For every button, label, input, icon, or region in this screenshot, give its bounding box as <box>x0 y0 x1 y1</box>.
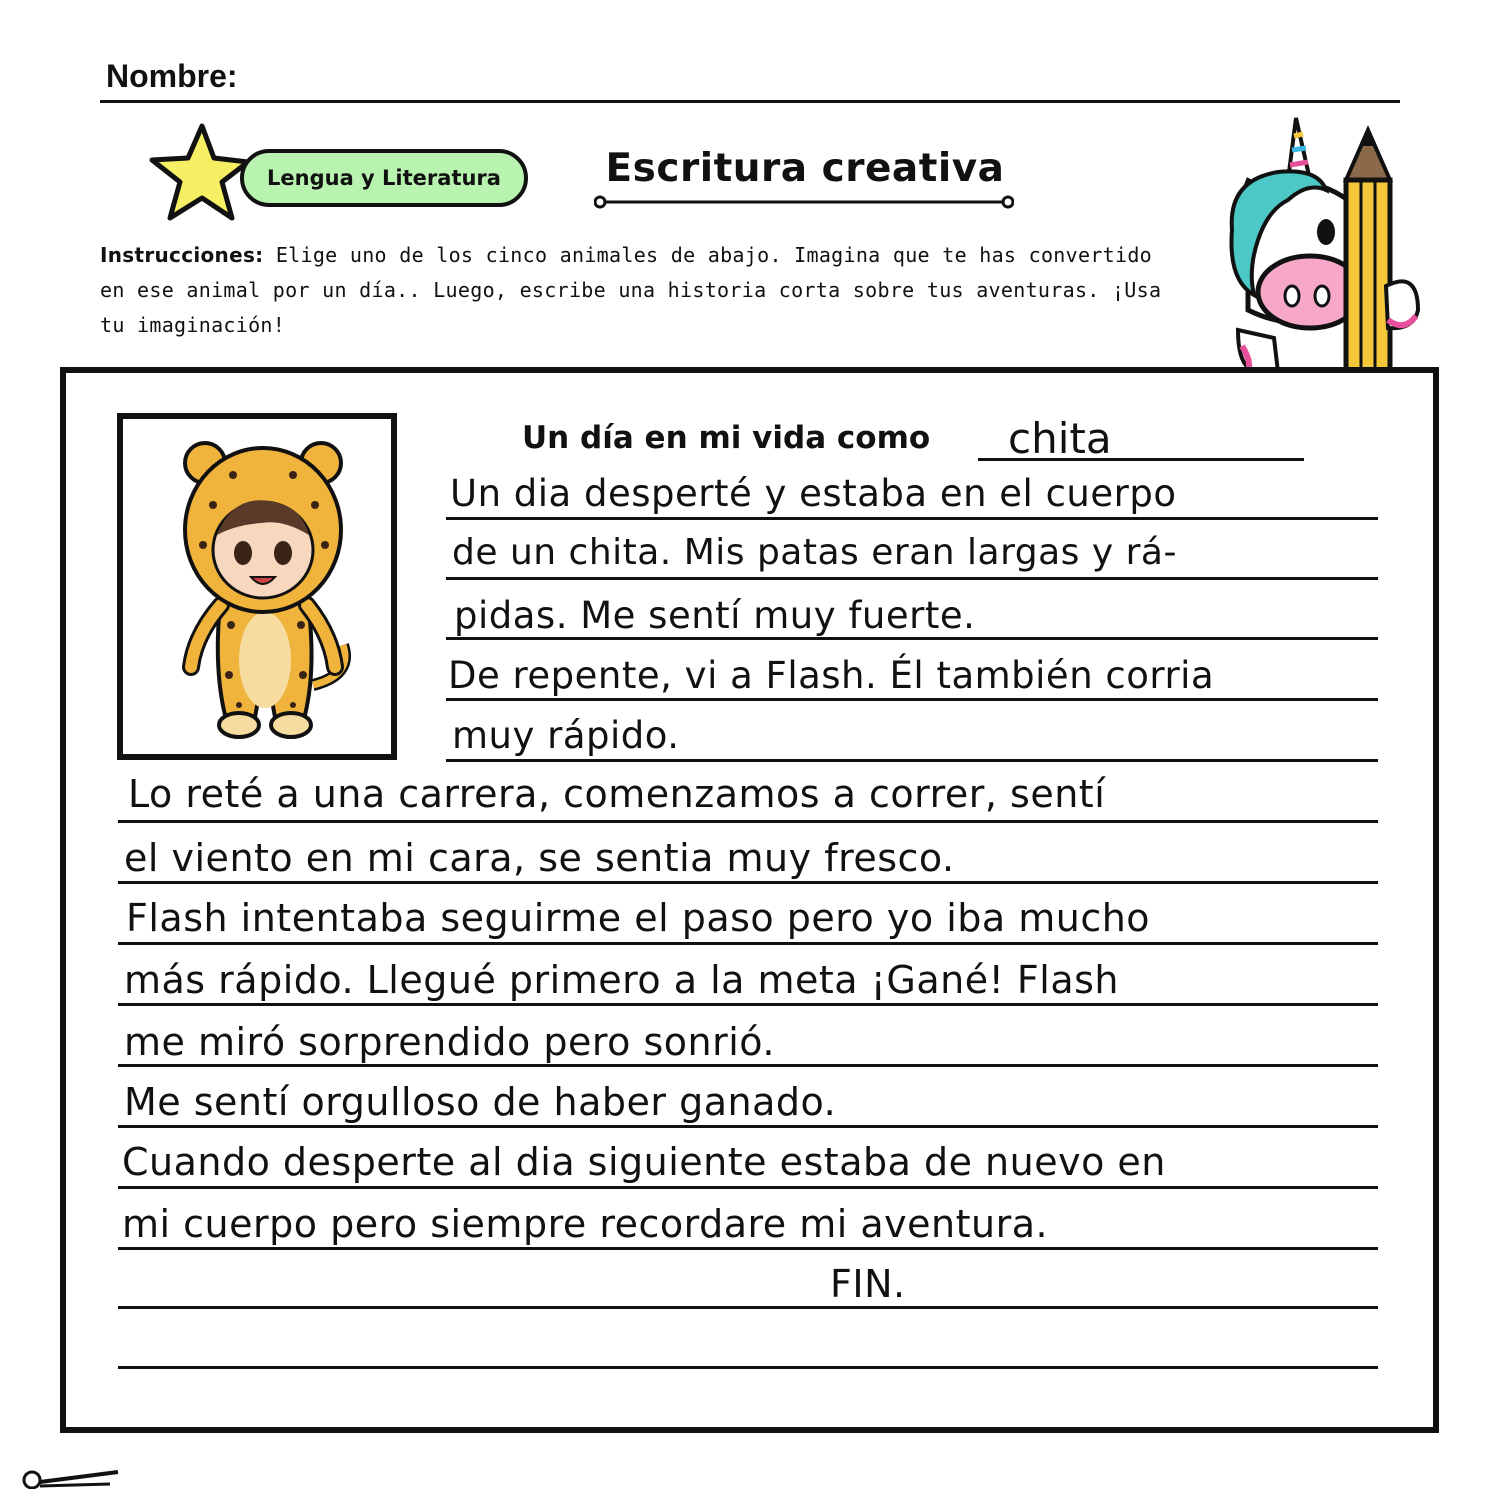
unicorn-pencil-icon <box>1218 110 1430 390</box>
subject-badge: Lengua y Literatura <box>240 149 528 207</box>
prompt-answer: chita <box>1008 414 1112 463</box>
instructions-label: Instrucciones: <box>100 243 264 267</box>
instructions <box>100 238 1180 343</box>
story-line: pidas. Me sentí muy fuerte. <box>454 594 976 637</box>
story-line: De repente, vi a Flash. Él también corria <box>448 654 1215 697</box>
story-line: de un chita. Mis patas eran largas y rá- <box>452 532 1177 573</box>
story-line: me miró sorprendido pero sonrió. <box>124 1020 775 1064</box>
story-end: FIN. <box>830 1262 906 1306</box>
story-line: Un dia desperté y estaba en el cuerpo <box>450 472 1177 515</box>
cheetah-child-illustration <box>173 435 353 755</box>
scissors-icon <box>20 1470 120 1489</box>
worksheet-title: Escritura creativa <box>605 146 1005 191</box>
ruled-line <box>446 637 1378 640</box>
title-underline <box>594 194 1014 210</box>
story-line: Lo reté a una carrera, comenzamos a correr, sentí <box>128 772 1106 816</box>
animal-picture <box>117 413 397 760</box>
ruled-line <box>118 820 1378 823</box>
story-line: Me sentí orgulloso de haber ganado. <box>124 1080 837 1124</box>
story-line: el viento en mi cara, se sentia muy fresco. <box>124 836 955 880</box>
ruled-line <box>118 1125 1378 1128</box>
ruled-line <box>446 517 1378 520</box>
story-line: más rápido. Llegué primero a la meta ¡Gané! Flash <box>124 958 1119 1002</box>
name-label: Nombre: <box>106 58 238 94</box>
ruled-line <box>118 1306 1378 1309</box>
ruled-line <box>118 942 1378 945</box>
ruled-line <box>118 1064 1378 1067</box>
story-line: Cuando desperte al dia siguiente estaba de nuevo en <box>122 1140 1166 1184</box>
ruled-line <box>446 698 1378 701</box>
ruled-line <box>118 1003 1378 1006</box>
name-line <box>100 100 1400 103</box>
instructions-text: Elige uno de los cinco animales de abajo. Imagina que te has convertido en ese animal por un día.. Luego, escribe una historia corta sobre tus aventuras. ¡Usa tu imaginación! <box>100 243 1162 337</box>
ruled-line <box>118 881 1378 884</box>
ruled-line <box>118 1366 1378 1369</box>
ruled-line <box>118 1186 1378 1189</box>
story-line: Flash intentaba seguirme el paso pero yo iba mucho <box>126 896 1151 940</box>
prompt-text: Un día en mi vida como <box>522 420 931 456</box>
story-line: mi cuerpo pero siempre recordare mi aventura. <box>122 1202 1049 1246</box>
ruled-line <box>446 577 1378 580</box>
ruled-line <box>446 759 1378 762</box>
story-line: muy rápido. <box>452 714 680 757</box>
ruled-line <box>118 1247 1378 1250</box>
